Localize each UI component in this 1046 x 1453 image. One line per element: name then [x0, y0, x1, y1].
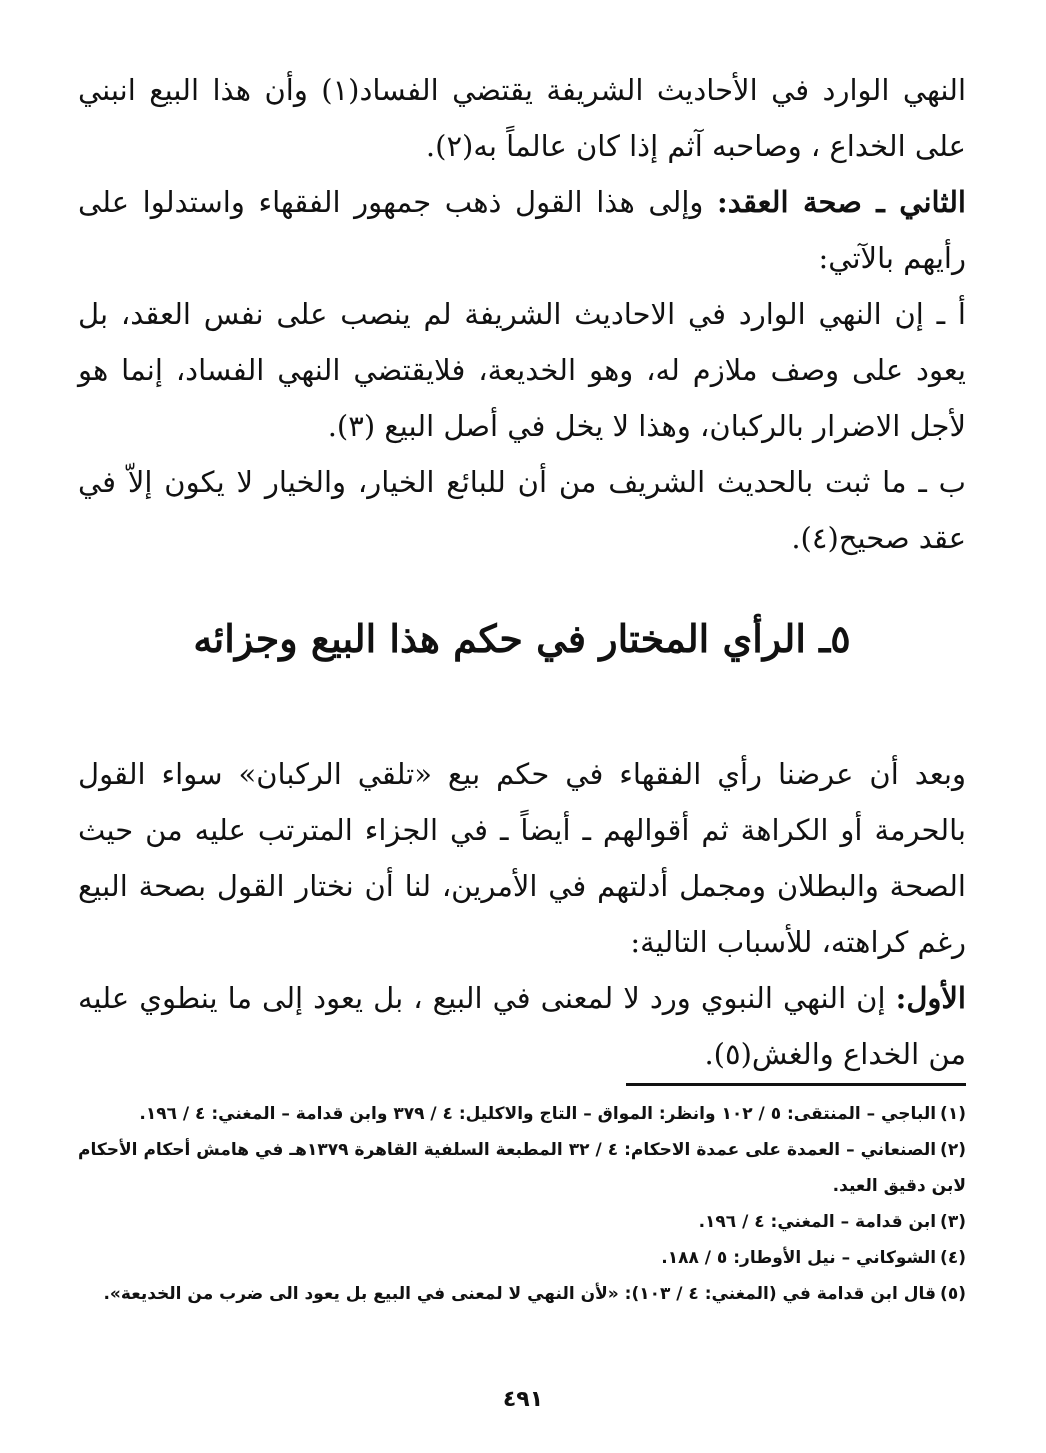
footnote-text: الصنعاني – العمدة على عمدة الاحكام: ٤ / ٣٢ المطبعة السلفية القاهرة ١٣٧٩هـ في هامش أحكام الأحكام لابن دقيق العيد. — [78, 1140, 966, 1196]
footnote-number: (٥) — [940, 1284, 966, 1304]
paragraph-6 — [78, 970, 966, 1082]
footnote — [78, 1096, 966, 1132]
footnote — [78, 1204, 966, 1240]
footnote — [78, 1132, 966, 1204]
paragraph-2 — [78, 174, 966, 286]
footnote — [78, 1276, 966, 1312]
footnote-number: (٣) — [940, 1212, 966, 1232]
page-number: ٤٩١ — [502, 1387, 544, 1412]
paragraph-3: أ ـ إن النهي الوارد في الاحاديث الشريفة لم ينصب على نفس العقد، بل يعود على وصف ملازم له، وهو الخديعة، فلايقتضي النهي الفساد، إنما هو لأجل الاضرار بالركبان، وهذا لا يخل في أصل البيع (٣). — [78, 297, 966, 443]
footnote-number: (٤) — [940, 1248, 966, 1268]
second-opinion-label: الثاني ـ صحة العقد: — [717, 185, 966, 219]
footnote-text: قال ابن قدامة في (المغني: ٤ / ١٠٣): «لأن النهي لا لمعنى في البيع بل يعود الى ضرب من الخديعة». — [103, 1284, 937, 1304]
footnote — [78, 1240, 966, 1276]
section-heading: ٥ـ الرأي المختار في حكم هذا البيع وجزائه — [193, 616, 851, 661]
footnote-text: ابن قدامة – المغني: ٤ / ١٩٦. — [698, 1212, 937, 1232]
footnote-number: (١) — [940, 1104, 966, 1124]
footnote-divider — [626, 1083, 966, 1086]
paragraph-6-text: إن النهي النبوي ورد لا لمعنى في البيع ، بل يعود إلى ما ينطوي عليه من الخداع والغش(٥). — [78, 981, 966, 1071]
footnotes — [78, 1096, 966, 1312]
paragraph-4: ب ـ ما ثبت بالحديث الشريف من أن للبائع الخيار، والخيار لا يكون إلاّ في عقد صحيح(٤). — [78, 465, 966, 555]
paragraph-2-text: وإلى هذا القول ذهب جمهور الفقهاء واستدلوا على رأيهم بالآتي: — [78, 185, 966, 275]
paragraph-1: النهي الوارد في الأحاديث الشريفة يقتضي الفساد(١) وأن هذا البيع انبني على الخداع ، وصاحبه آثم إذا كان عالماً به(٢). — [78, 73, 966, 163]
paragraph-5: وبعد أن عرضنا رأي الفقهاء في حكم بيع «تلقي الركبان» سواء القول بالحرمة أو الكراهة ثم أقوالهم ـ أيضاً ـ في الجزاء المترتب عليه من حيث الصحة والبطلان ومجمل أدلتهم في الأمرين، لنا أن نختار القول بصحة البيع رغم كراهته، للأسباب التالية: — [78, 757, 966, 959]
footnote-number: (٢) — [940, 1140, 966, 1160]
first-reason-label: الأول: — [895, 981, 966, 1015]
footnote-text: الباجي – المنتقى: ٥ / ١٠٢ وانظر: المواق – التاج والاكليل: ٤ / ٣٧٩ وابن قدامة – المغني: ٤ / ١٩٦. — [139, 1104, 937, 1124]
page-body — [78, 62, 966, 1082]
footnote-text: الشوكاني – نيل الأوطار: ٥ / ١٨٨. — [661, 1248, 937, 1268]
